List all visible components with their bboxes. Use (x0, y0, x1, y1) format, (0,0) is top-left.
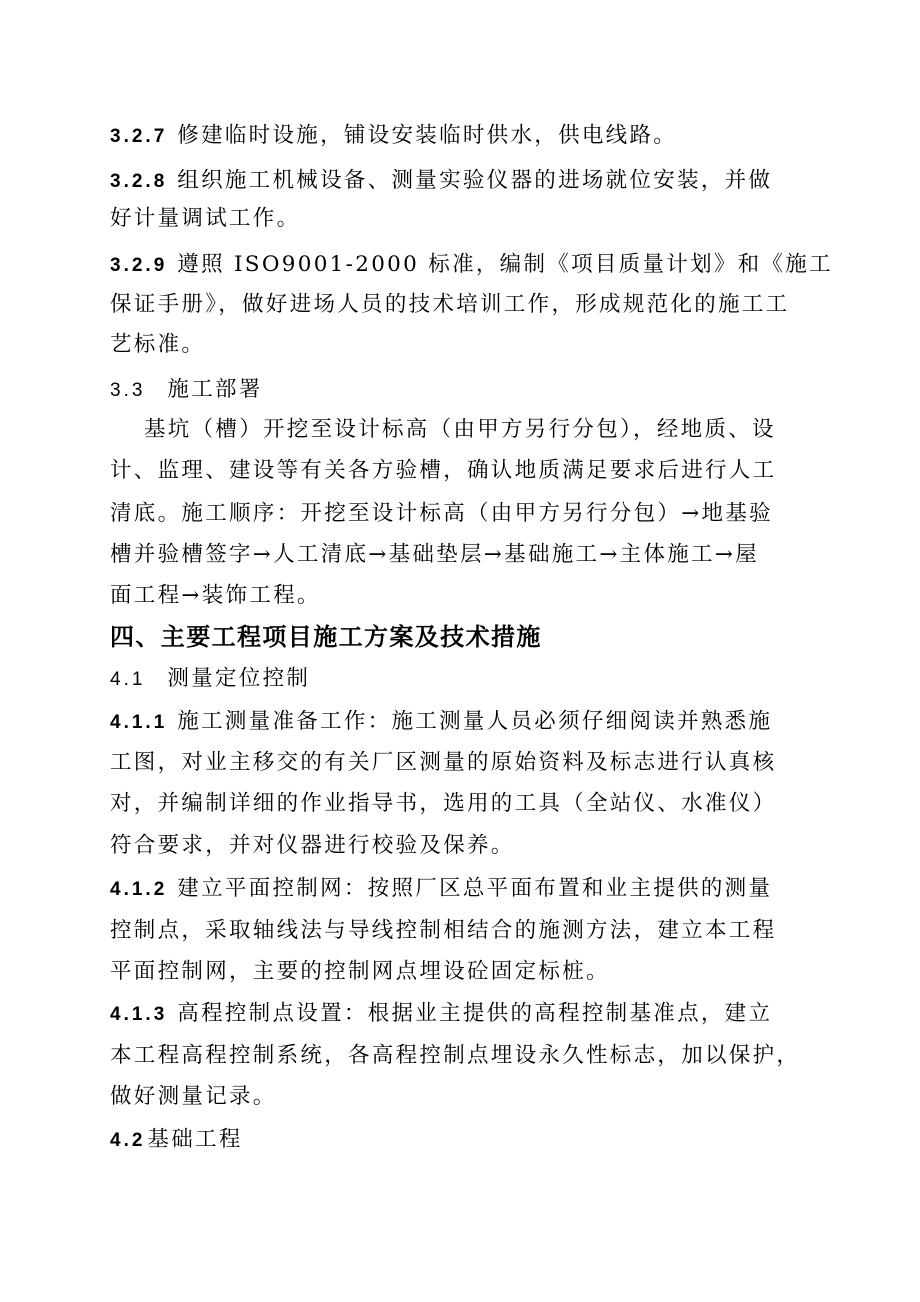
clause-4-1-1-line-3 (110, 789, 776, 819)
clause-text: 建立平面控制网：按照厂区总平面布置和业主提供的测量 (177, 876, 773, 901)
section-number: 3.3 (110, 380, 146, 401)
clause-4-1-3-line-3 (110, 1082, 277, 1112)
clause-text: 好计量调试工作。 (110, 206, 301, 231)
clause-3-2-8-line-2 (110, 204, 300, 234)
clause-3-2-8-line-1 (110, 166, 772, 196)
paragraph-3-3-line-3 (110, 499, 773, 529)
clause-text: 保证手册》，做好进场人员的技术培训工作，形成规范化的施工工 (110, 292, 790, 317)
section-3-3-title (110, 375, 263, 405)
clause-text: 遵照 ISO9001-2000 标准，编制《项目质量计划》和《施工 (177, 252, 833, 277)
clause-4-1-2-line-1 (110, 874, 772, 904)
section-4-2-title (110, 1125, 243, 1155)
paragraph-text: 计、监理、建设等有关各方验槽，确认地质满足要求后进行人工 (110, 458, 777, 483)
clause-4-1-3-line-2 (110, 1041, 800, 1071)
clause-3-2-7-line-1 (110, 121, 677, 151)
clause-4-1-2-line-3 (110, 957, 610, 987)
clause-text: 艺标准。 (110, 332, 206, 357)
paragraph-text: 清底。施工顺序：开挖至设计标高（由甲方另行分包）→地基验 (110, 501, 773, 526)
clause-text: 工图，对业主移交的有关厂区测量的原始资料及标志进行认真核 (110, 750, 777, 775)
clause-4-1-3-line-1 (110, 999, 772, 1029)
clause-3-2-9-line-3 (110, 330, 205, 360)
clause-4-1-2-line-2 (110, 916, 776, 946)
clause-4-1-1-line-2 (110, 748, 776, 778)
clause-text: 符合要求，并对仪器进行校验及保养。 (110, 833, 515, 858)
clause-number: 4.1.1 (110, 712, 168, 733)
paragraph-text: 槽并验槽签字→人工清底→基础垫层→基础施工→主体施工→屋 (110, 542, 759, 567)
clause-text: 做好测量记录。 (110, 1084, 277, 1109)
clause-number: 4.1.2 (110, 879, 168, 900)
clause-number: 4.1.3 (110, 1004, 168, 1025)
clause-text: 本工程高程控制系统，各高程控制点埋设永久性标志，加以保护， (110, 1043, 801, 1068)
clause-text: 对，并编制详细的作业指导书，选用的工具（全站仪、水准仪） (110, 791, 777, 816)
clause-number: 3.2.8 (110, 171, 168, 192)
clause-text: 组织施工机械设备、测量实验仪器的进场就位安装，并做 (177, 168, 773, 193)
clause-text: 高程控制点设置：根据业主提供的高程控制基准点，建立 (177, 1001, 773, 1026)
paragraph-3-3-line-5 (110, 581, 321, 611)
clause-text: 控制点，采取轴线法与导线控制相结合的施测方法，建立本工程 (110, 918, 777, 943)
paragraph-text: 面工程→装饰工程。 (110, 583, 321, 608)
clause-number: 3.2.7 (110, 126, 168, 147)
clause-4-1-1-line-1 (110, 707, 772, 737)
paragraph-3-3-line-1 (144, 415, 776, 445)
section-number: 4.2 (110, 1130, 146, 1151)
clause-text: 修建临时设施，铺设安装临时供水，供电线路。 (177, 123, 678, 148)
clause-4-1-1-line-4 (110, 831, 515, 861)
section-title: 测量定位控制 (167, 666, 311, 691)
paragraph-3-3-line-2 (110, 456, 776, 486)
paragraph-3-3-line-4 (110, 540, 759, 570)
paragraph-text: 基坑（槽）开挖至设计标高（由甲方另行分包），经地质、设 (144, 417, 776, 442)
section-title: 施工部署 (167, 377, 263, 402)
chapter-4-heading (110, 622, 542, 652)
clause-3-2-9-line-1 (110, 250, 833, 280)
clause-text: 施工测量准备工作：施工测量人员必须仔细阅读并熟悉施 (177, 709, 773, 734)
section-4-1-title (110, 664, 310, 694)
section-title: 基础工程 (147, 1127, 243, 1152)
section-number: 4.1 (110, 669, 146, 690)
clause-text: 平面控制网，主要的控制网点埋设砼固定标桩。 (110, 959, 610, 984)
clause-3-2-9-line-2 (110, 290, 789, 320)
clause-number: 3.2.9 (110, 255, 168, 276)
chapter-title: 四、主要工程项目施工方案及技术措施 (110, 623, 542, 651)
